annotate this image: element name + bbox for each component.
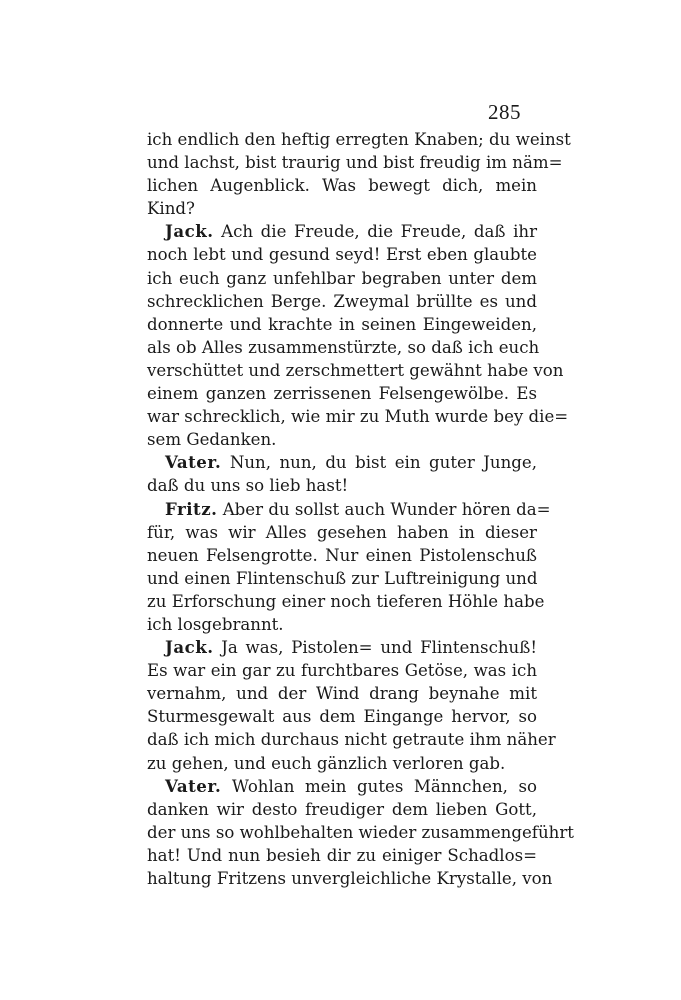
text-line: lichen Augenblick. Was bewegt dich, mein: [147, 176, 537, 196]
text-line: ich endlich den heftig erregten Knaben; du weinst: [147, 130, 571, 149]
text-line: zu Erforschung einer noch tieferen Höhle habe: [147, 591, 545, 611]
text-line: und einen Flintenschuß zur Luftreinigung und: [147, 568, 538, 588]
text-line: Es war ein gar zu furchtbares Getöse, was ich: [147, 661, 537, 681]
text-line: Sturmesgewalt aus dem Eingange hervor, so: [147, 707, 537, 727]
text-line: vernahm, und der Wind drang beynahe mit: [147, 684, 537, 704]
text-line: ich euch ganz unfehlbar begraben unter dem: [147, 268, 537, 288]
text-line: Kind?: [147, 199, 195, 219]
text-line: donnerte und krachte in seinen Eingeweiden,: [147, 314, 537, 334]
text-line: war schrecklich, wie mir zu Muth wurde bey die=: [147, 407, 569, 427]
speaker-name: Jack.: [165, 637, 214, 658]
dialogue-first-line: [147, 498, 551, 521]
text-line: Wohlan mein gutes Männchen, so: [231, 776, 537, 796]
text-line: daß ich mich durchaus nicht getraute ihm näher: [147, 730, 556, 750]
text-line: noch lebt und gesund seyd! Erst eben glaubte: [147, 245, 537, 265]
text-line: sem Gedanken.: [147, 430, 277, 450]
text-line: verschüttet und zerschmettert gewähnt habe von: [147, 360, 564, 380]
speaker-name: Fritz.: [165, 498, 218, 519]
text-line: einem ganzen zerrissenen Felsengewölbe. Es: [147, 384, 537, 404]
text-line: als ob Alles zusammenstürzte, so daß ich euch: [147, 337, 540, 357]
speaker-name: Vater.: [165, 775, 222, 796]
text-line: für, was wir Alles gesehen haben in dieser: [147, 522, 537, 542]
text-line: und lachst, bist traurig und bist freudig im näm=: [147, 153, 563, 173]
text-line: schrecklichen Berge. Zweymal brüllte es und: [147, 291, 537, 311]
body-text: [147, 128, 574, 890]
text-line: der uns so wohlbehalten wieder zusammengeführt: [147, 822, 574, 842]
text-line: zu gehen, und euch gänzlich verloren gab.: [147, 753, 506, 773]
speaker-name: Vater.: [165, 452, 222, 473]
text-line: Ach die Freude, die Freude, daß ihr: [221, 222, 537, 242]
text-line: hat! Und nun besieh dir zu einiger Schadlos=: [147, 845, 537, 865]
text-line: ich losgebrannt.: [147, 614, 284, 634]
speaker-name: Jack.: [165, 221, 214, 242]
text-line: danken wir desto freudiger dem lieben Gott,: [147, 799, 537, 819]
text-line: daß du uns so lieb hast!: [147, 476, 349, 496]
dialogue-first-line: [147, 220, 537, 243]
dialogue-first-line: [147, 636, 537, 659]
text-line: haltung Fritzens unvergleichliche Krystalle, von: [147, 869, 553, 888]
text-line: neuen Felsengrotte. Nur einen Pistolenschuß: [147, 545, 537, 565]
text-line: Ja was, Pistolen= und Flintenschuß!: [221, 638, 537, 658]
text-line: Aber du sollst auch Wunder hören da=: [222, 499, 551, 519]
dialogue-first-line: [147, 451, 537, 474]
text-line: Nun, nun, du bist ein guter Junge,: [229, 453, 537, 473]
page-number: 285: [488, 100, 521, 124]
dialogue-first-line: [147, 775, 537, 798]
